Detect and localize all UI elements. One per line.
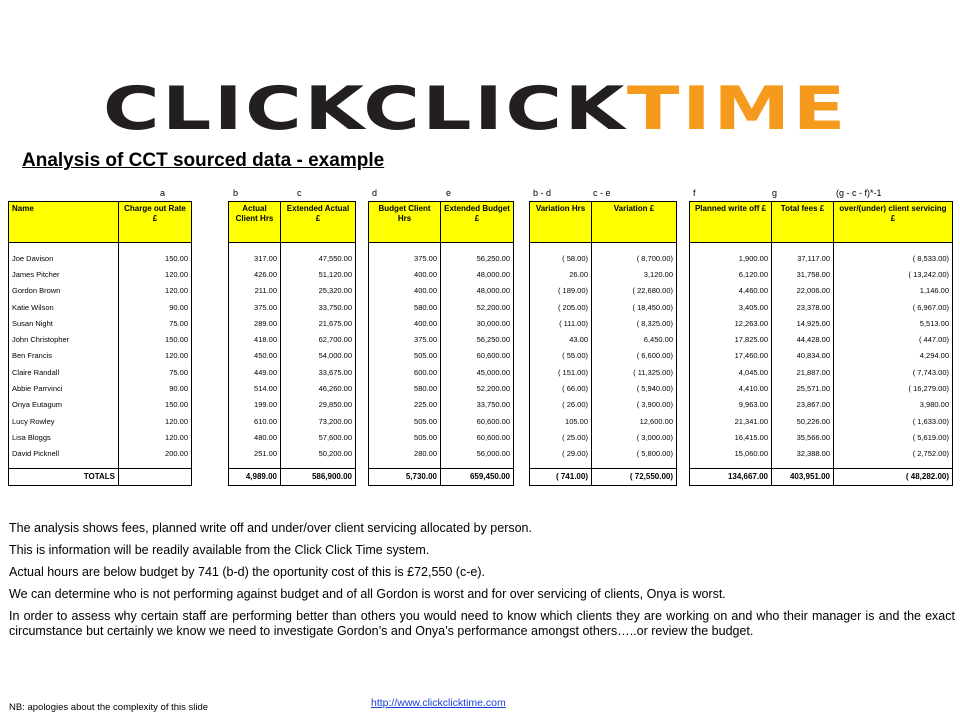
cell-pwo: 12,263.00	[690, 315, 772, 331]
letter-f: f	[693, 188, 696, 198]
cell-bud: 400.00	[369, 283, 441, 299]
table-row	[690, 250, 953, 266]
cell-ou: ( 16,279.00)	[834, 380, 953, 396]
cell-rate: 150.00	[119, 331, 192, 347]
total-fees: 403,951.00	[772, 468, 834, 485]
total-bud: 5,730.00	[369, 468, 441, 485]
total-ext-act: 586,900.00	[281, 468, 356, 485]
cell-ext-act: 47,550.00	[281, 250, 356, 266]
letter-a: a	[160, 188, 166, 198]
table-row	[9, 250, 192, 266]
cell-pwo: 4,045.00	[690, 364, 772, 380]
cell-fees: 25,571.00	[772, 380, 834, 396]
cell-bud: 600.00	[369, 364, 441, 380]
cell-rate: 90.00	[119, 380, 192, 396]
cell-ext-act: 25,320.00	[281, 283, 356, 299]
total-var-h: ( 741.00)	[530, 468, 592, 485]
cell-fees: 50,226.00	[772, 413, 834, 429]
header-name: Name	[9, 202, 119, 243]
cell-ext-bud: 60,600.00	[441, 429, 514, 445]
table-row	[9, 397, 192, 413]
total-act: 4,989.00	[229, 468, 281, 485]
cell-act: 480.00	[229, 429, 281, 445]
cell-var-g: 12,600.00	[592, 413, 677, 429]
header-over-under: over/(under) client servicing £	[834, 202, 953, 243]
cell-ou: ( 447.00)	[834, 331, 953, 347]
cell-ext-act: 57,600.00	[281, 429, 356, 445]
cell-name: Lucy Rowley	[9, 413, 119, 429]
cell-pwo: 6,120.00	[690, 266, 772, 282]
cell-act: 449.00	[229, 364, 281, 380]
table-row	[530, 429, 677, 445]
cell-ext-bud: 52,200.00	[441, 380, 514, 396]
cell-fees: 44,428.00	[772, 331, 834, 347]
cell-pwo: 17,825.00	[690, 331, 772, 347]
cell-var-g: 3,120.00	[592, 266, 677, 282]
table-name-rate	[8, 201, 192, 486]
cell-rate: 150.00	[119, 397, 192, 413]
paragraph: We can determine who is not performing against budget and of all Gordon is worst and for over servicing of clients, Onya is worst.	[9, 587, 726, 601]
spacer-cell	[530, 243, 592, 251]
cell-var-h: ( 58.00)	[530, 250, 592, 266]
table-row	[9, 413, 192, 429]
letter-g: g	[772, 188, 778, 198]
cell-var-g: ( 3,000.00)	[592, 429, 677, 445]
cell-name: Susan Night	[9, 315, 119, 331]
cell-ext-bud: 60,600.00	[441, 413, 514, 429]
cell-name: David Picknell	[9, 446, 119, 462]
cell-act: 514.00	[229, 380, 281, 396]
cell-rate: 120.00	[119, 348, 192, 364]
cell-name: Claire Randall	[9, 364, 119, 380]
spacer-cell	[369, 243, 441, 251]
table-row	[9, 348, 192, 364]
cell-bud: 505.00	[369, 348, 441, 364]
table-row	[690, 315, 953, 331]
table-row	[369, 429, 514, 445]
table-row	[530, 250, 677, 266]
table-row	[229, 364, 356, 380]
table-row	[229, 266, 356, 282]
table-row	[690, 266, 953, 282]
cell-var-h: ( 55.00)	[530, 348, 592, 364]
cell-bud: 225.00	[369, 397, 441, 413]
cell-var-h: ( 151.00)	[530, 364, 592, 380]
table-row	[229, 429, 356, 445]
totals-row	[229, 468, 356, 485]
table-row	[530, 446, 677, 462]
cell-fees: 23,867.00	[772, 397, 834, 413]
spacer-cell	[772, 243, 834, 251]
cell-fees: 35,566.00	[772, 429, 834, 445]
cell-var-h: ( 189.00)	[530, 283, 592, 299]
table-actual	[228, 201, 356, 486]
table-row	[369, 446, 514, 462]
cell-bud: 505.00	[369, 429, 441, 445]
table-row	[369, 380, 514, 396]
table-row	[229, 380, 356, 396]
spacer-cell	[229, 243, 281, 251]
cell-ou: ( 2,752.00)	[834, 446, 953, 462]
table-row	[530, 364, 677, 380]
table-fees	[689, 201, 953, 486]
spacer-cell	[690, 243, 772, 251]
cell-act: 289.00	[229, 315, 281, 331]
cell-var-g: ( 22,680.00)	[592, 283, 677, 299]
table-row	[690, 283, 953, 299]
column-letters	[0, 188, 960, 200]
cell-act: 450.00	[229, 348, 281, 364]
letter-b: b	[233, 188, 239, 198]
cell-fees: 22,006.00	[772, 283, 834, 299]
cell-name: Gordon Brown	[9, 283, 119, 299]
cell-var-h: 105.00	[530, 413, 592, 429]
totals-row	[9, 468, 192, 485]
header-total-fees: Total fees £	[772, 202, 834, 243]
cell-rate: 150.00	[119, 250, 192, 266]
table-row	[9, 283, 192, 299]
cell-rate: 200.00	[119, 446, 192, 462]
table-row	[690, 429, 953, 445]
table-variation	[529, 201, 677, 486]
cell-ext-bud: 45,000.00	[441, 364, 514, 380]
cell-act: 418.00	[229, 331, 281, 347]
cell-ext-act: 29,850.00	[281, 397, 356, 413]
cell-act: 211.00	[229, 283, 281, 299]
cell-act: 375.00	[229, 299, 281, 315]
cell-name: Joe Davison	[9, 250, 119, 266]
cell-ext-act: 33,675.00	[281, 364, 356, 380]
table-row	[369, 413, 514, 429]
cell-name: Onya Eutagum	[9, 397, 119, 413]
table-row	[530, 299, 677, 315]
header-variation-hrs: Variation Hrs	[530, 202, 592, 243]
cell-var-g: ( 6,600.00)	[592, 348, 677, 364]
cell-ext-act: 46,260.00	[281, 380, 356, 396]
table-row	[690, 299, 953, 315]
header-extended-actual: Extended Actual £	[281, 202, 356, 243]
table-row	[9, 446, 192, 462]
cell-ext-act: 33,750.00	[281, 299, 356, 315]
cell-var-g: ( 5,800.00)	[592, 446, 677, 462]
table-row	[369, 315, 514, 331]
cell-ext-bud: 56,000.00	[441, 446, 514, 462]
cell-var-h: ( 26.00)	[530, 397, 592, 413]
cell-ou: ( 1,633.00)	[834, 413, 953, 429]
cell-var-g: ( 11,325.00)	[592, 364, 677, 380]
table-row	[690, 348, 953, 364]
cell-ou: ( 8,533.00)	[834, 250, 953, 266]
cell-name: Lisa Bloggs	[9, 429, 119, 445]
website-link[interactable]: http://www.clickclicktime.com	[371, 697, 506, 709]
table-row	[369, 364, 514, 380]
cell-var-g: ( 3,900.00)	[592, 397, 677, 413]
table-row	[9, 315, 192, 331]
table-row	[229, 331, 356, 347]
cell-bud: 280.00	[369, 446, 441, 462]
cell-rate: 75.00	[119, 315, 192, 331]
table-budget	[368, 201, 514, 486]
table-row	[690, 397, 953, 413]
cell-pwo: 21,341.00	[690, 413, 772, 429]
cell-pwo: 1,900.00	[690, 250, 772, 266]
cell-pwo: 4,410.00	[690, 380, 772, 396]
cell-act: 199.00	[229, 397, 281, 413]
total-empty	[119, 468, 192, 485]
cell-fees: 14,925.00	[772, 315, 834, 331]
cell-ext-bud: 56,250.00	[441, 331, 514, 347]
table-row	[9, 266, 192, 282]
cell-fees: 32,388.00	[772, 446, 834, 462]
table-row	[369, 299, 514, 315]
table-row	[530, 266, 677, 282]
spacer-cell	[9, 243, 119, 251]
total-ou: ( 48,282.00)	[834, 468, 953, 485]
table-row	[530, 348, 677, 364]
cell-ou: ( 13,242.00)	[834, 266, 953, 282]
footnote: NB: apologies about the complexity of this slide	[9, 702, 209, 713]
cell-fees: 21,887.00	[772, 364, 834, 380]
cell-pwo: 17,460.00	[690, 348, 772, 364]
cell-var-g: ( 5,940.00)	[592, 380, 677, 396]
cell-rate: 120.00	[119, 413, 192, 429]
cell-ou: 3,980.00	[834, 397, 953, 413]
cell-var-g: ( 18,450.00)	[592, 299, 677, 315]
cell-pwo: 9,963.00	[690, 397, 772, 413]
header-actual-hrs: Actual Client Hrs	[229, 202, 281, 243]
cell-var-h: ( 111.00)	[530, 315, 592, 331]
table-row	[9, 429, 192, 445]
paragraph: Actual hours are below budget by 741 (b-d) the oportunity cost of this is £72,550 (c-e).	[9, 565, 485, 579]
totals-row	[369, 468, 514, 485]
cell-act: 251.00	[229, 446, 281, 462]
table-row	[530, 331, 677, 347]
header-planned-write-off: Planned write off £	[690, 202, 772, 243]
table-row	[530, 397, 677, 413]
table-row	[690, 413, 953, 429]
cell-var-h: ( 205.00)	[530, 299, 592, 315]
cell-pwo: 15,060.00	[690, 446, 772, 462]
table-row	[690, 380, 953, 396]
table-row	[9, 299, 192, 315]
cell-act: 610.00	[229, 413, 281, 429]
page-title: Analysis of CCT sourced data - example	[22, 150, 385, 171]
cell-ext-bud: 52,200.00	[441, 299, 514, 315]
cell-var-h: ( 66.00)	[530, 380, 592, 396]
cell-ou: ( 6,967.00)	[834, 299, 953, 315]
cell-ext-act: 21,675.00	[281, 315, 356, 331]
table-row	[530, 283, 677, 299]
cell-ext-act: 51,120.00	[281, 266, 356, 282]
table-row	[369, 348, 514, 364]
header-budget-hrs: Budget Client Hrs	[369, 202, 441, 243]
table-row	[369, 266, 514, 282]
header-extended-budget: Extended Budget £	[441, 202, 514, 243]
cell-ext-bud: 48,000.00	[441, 283, 514, 299]
cell-var-g: 6,450.00	[592, 331, 677, 347]
cell-fees: 31,758.00	[772, 266, 834, 282]
letter-e: e	[446, 188, 452, 198]
spacer-cell	[441, 243, 514, 251]
cell-fees: 23,378.00	[772, 299, 834, 315]
table-row	[369, 250, 514, 266]
total-label: TOTALS	[9, 468, 119, 485]
cell-rate: 120.00	[119, 266, 192, 282]
totals-row	[690, 468, 953, 485]
cell-bud: 580.00	[369, 299, 441, 315]
cell-var-g: ( 8,700.00)	[592, 250, 677, 266]
cell-var-g: ( 8,325.00)	[592, 315, 677, 331]
cell-var-h: 26.00	[530, 266, 592, 282]
cell-bud: 580.00	[369, 380, 441, 396]
letter-c-minus-e: c - e	[593, 188, 611, 198]
cell-var-h: 43.00	[530, 331, 592, 347]
spacer-cell	[834, 243, 953, 251]
table-row	[690, 446, 953, 462]
cell-act: 426.00	[229, 266, 281, 282]
letter-b-minus-d: b - d	[533, 188, 552, 198]
cell-ext-act: 50,200.00	[281, 446, 356, 462]
cell-rate: 120.00	[119, 429, 192, 445]
cell-ou: 4,294.00	[834, 348, 953, 364]
total-pwo: 134,667.00	[690, 468, 772, 485]
cell-bud: 505.00	[369, 413, 441, 429]
table-row	[369, 331, 514, 347]
cell-ou: ( 5,619.00)	[834, 429, 953, 445]
cell-name: Ben Francis	[9, 348, 119, 364]
table-row	[690, 364, 953, 380]
clickclicktime-logo	[103, 84, 848, 136]
letter-d: d	[372, 188, 378, 198]
cell-act: 317.00	[229, 250, 281, 266]
spacer-cell	[119, 243, 192, 251]
cell-name: James Pitcher	[9, 266, 119, 282]
cell-pwo: 3,405.00	[690, 299, 772, 315]
paragraph: The analysis shows fees, planned write off and under/over client servicing allocated by person.	[9, 521, 532, 535]
table-row	[690, 331, 953, 347]
cell-ext-act: 54,000.00	[281, 348, 356, 364]
table-row	[530, 315, 677, 331]
cell-ext-act: 73,200.00	[281, 413, 356, 429]
total-ext-bud: 659,450.00	[441, 468, 514, 485]
svg-text:CLICKCLICKTIME: CLICKCLICK TIME	[103, 84, 799, 136]
cell-var-h: ( 25.00)	[530, 429, 592, 445]
letter-formula: (g - c - f)*-1	[836, 188, 882, 198]
table-row	[530, 380, 677, 396]
table-row	[229, 397, 356, 413]
cell-ou: 5,513.00	[834, 315, 953, 331]
table-row	[229, 446, 356, 462]
table-row	[530, 413, 677, 429]
cell-name: Abbie Parrvinci	[9, 380, 119, 396]
paragraph: This is information will be readily available from the Click Click Time system.	[9, 543, 430, 557]
header-variation-gbp: Variation £	[592, 202, 677, 243]
cell-ou: ( 7,743.00)	[834, 364, 953, 380]
cell-bud: 375.00	[369, 331, 441, 347]
table-row	[9, 364, 192, 380]
spacer-cell	[592, 243, 677, 251]
table-row	[9, 380, 192, 396]
table-row	[229, 413, 356, 429]
cell-ou: 1,146.00	[834, 283, 953, 299]
total-var-g: ( 72,550.00)	[592, 468, 677, 485]
cell-rate: 90.00	[119, 299, 192, 315]
analysis-text	[9, 521, 955, 646]
table-row	[229, 348, 356, 364]
totals-row	[530, 468, 677, 485]
cell-fees: 40,834.00	[772, 348, 834, 364]
cell-ext-bud: 33,750.00	[441, 397, 514, 413]
cell-ext-bud: 48,000.00	[441, 266, 514, 282]
table-row	[369, 283, 514, 299]
cell-pwo: 4,460.00	[690, 283, 772, 299]
cell-name: Katie Wilson	[9, 299, 119, 315]
cell-bud: 400.00	[369, 315, 441, 331]
header-charge-out: Charge out Rate £	[119, 202, 192, 243]
table-row	[229, 283, 356, 299]
cell-ext-act: 62,700.00	[281, 331, 356, 347]
cell-ext-bud: 60,600.00	[441, 348, 514, 364]
cell-var-h: ( 29.00)	[530, 446, 592, 462]
cell-rate: 75.00	[119, 364, 192, 380]
cell-ext-bud: 56,250.00	[441, 250, 514, 266]
table-row	[9, 331, 192, 347]
paragraph: In order to assess why certain staff are performing better than others you would need to know which clients they are working on and who their manager is and the exact circumstance but certainly we know we need to investigate Gordon’s and Onya’s performance amongst others…..or review the budget.	[9, 609, 955, 638]
cell-fees: 37,117.00	[772, 250, 834, 266]
table-row	[229, 250, 356, 266]
table-row	[229, 299, 356, 315]
cell-bud: 400.00	[369, 266, 441, 282]
cell-ext-bud: 30,000.00	[441, 315, 514, 331]
cell-bud: 375.00	[369, 250, 441, 266]
cell-pwo: 16,415.00	[690, 429, 772, 445]
table-row	[229, 315, 356, 331]
cell-name: John Christopher	[9, 331, 119, 347]
cell-rate: 120.00	[119, 283, 192, 299]
letter-c: c	[297, 188, 302, 198]
table-row	[369, 397, 514, 413]
spacer-cell	[281, 243, 356, 251]
